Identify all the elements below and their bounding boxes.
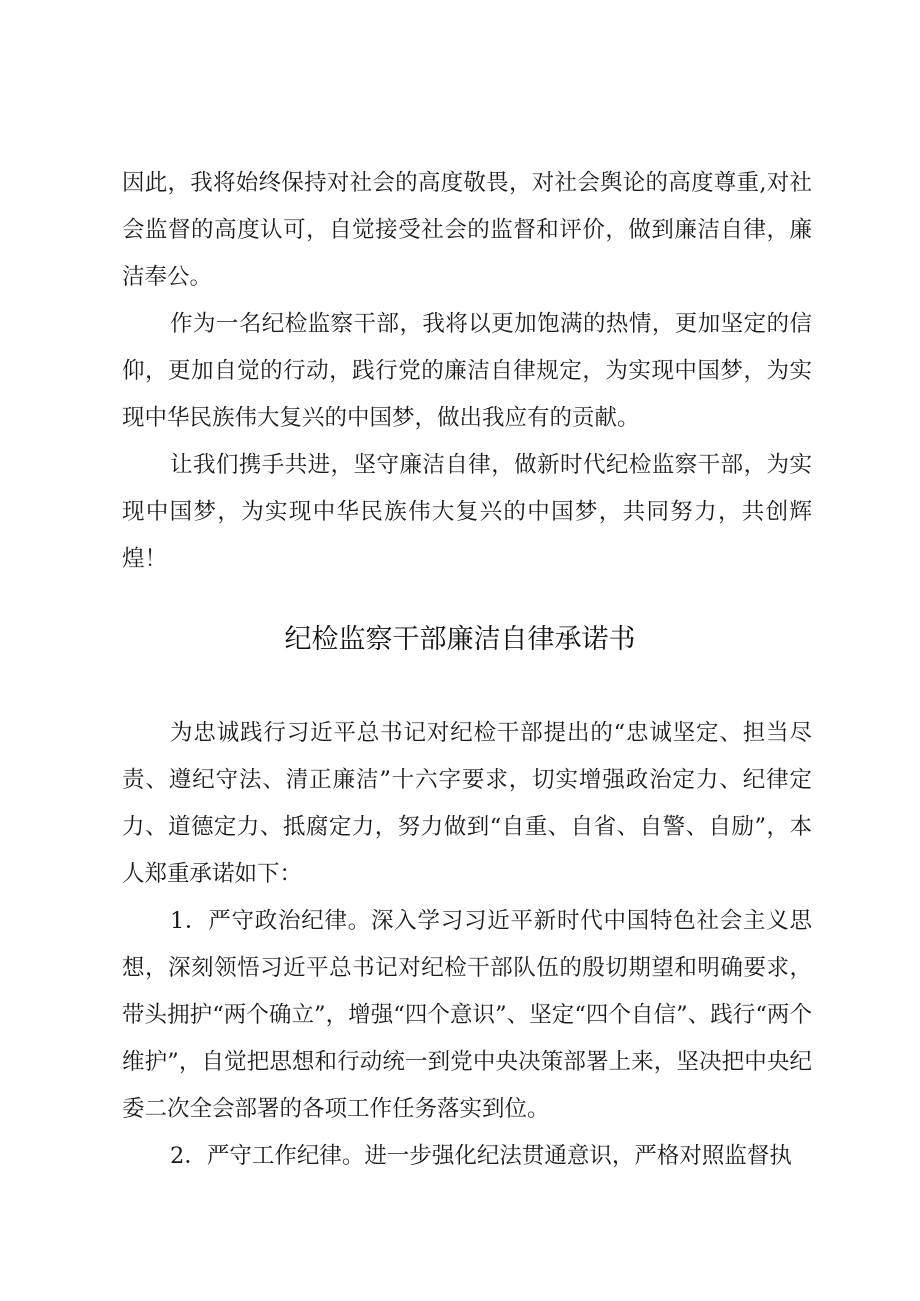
paragraph-item-2: 2．严守工作纪律。进一步强化纪法贯通意识，严格对照监督执 [170, 1143, 792, 1169]
paragraph-conclusion-2: 作为一名纪检监察干部，我将以更加饱满的热情，更加坚定的信仰，更加自觉的行动，践行党的廉洁自律规定，为实现中国梦，为实现中华民族伟大复兴的中国梦，做出我应有的贡献。 [122, 311, 812, 431]
pledge-body [122, 710, 812, 1180]
paragraph-intro: 为忠诚践行习近平总书记对纪检干部提出的“忠诚坚定、担当尽责、遵纪守法、清正廉洁”十六字要求，切实增强政治定力、纪律定力、道德定力、抵腐定力，努力做到“自重、自省、自警、自励”，本人郑重承诺如下： [122, 720, 812, 887]
paragraph-conclusion-1: 因此，我将始终保持对社会的高度敬畏，对社会舆论的高度尊重,对社会监督的高度认可，自觉接受社会的监督和评价，做到廉洁自律，廉洁奉公。 [122, 170, 812, 290]
paragraph-item-1: 1．严守政治纪律。深入学习习近平新时代中国特色社会主义思想，深刻领悟习近平总书记对纪检干部队伍的殷切期望和明确要求，带头拥护“两个确立”，增强“四个意识”、坚定“四个自信”、践行“两个维护”，自觉把思想和行动统一到党中央决策部署上来，坚决把中央纪委二次全会部署的各项工作任务落实到位。 [122, 908, 812, 1122]
previous-section [122, 160, 812, 583]
paragraph-conclusion-3: 让我们携手共进，坚守廉洁自律，做新时代纪检监察干部，为实现中国梦，为实现中华民族伟大复兴的中国梦，共同努力，共创辉煌！ [122, 452, 812, 572]
document-title: 纪检监察干部廉洁自律承诺书 [284, 624, 636, 655]
